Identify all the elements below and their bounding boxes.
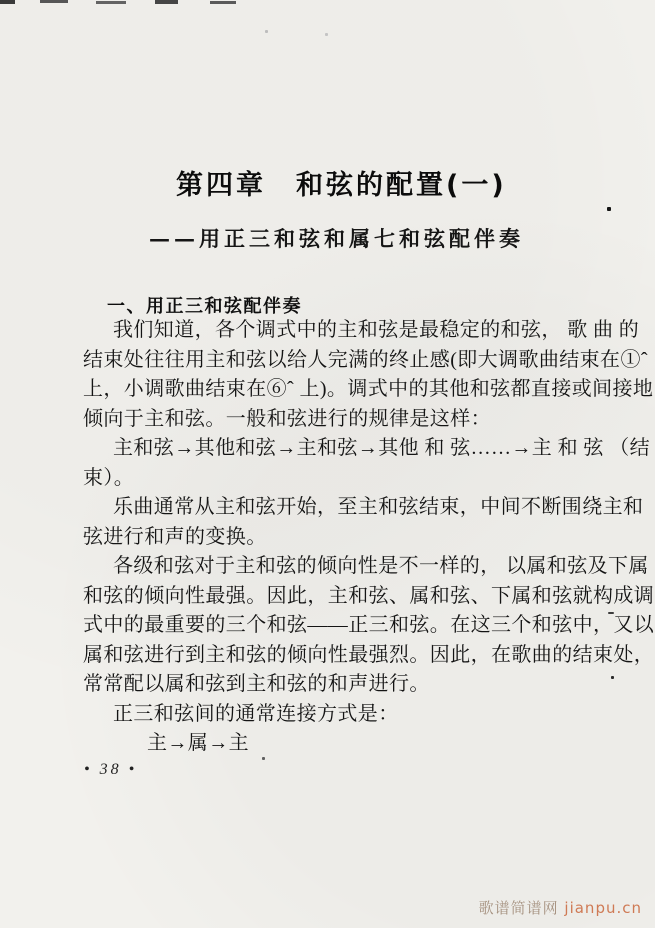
scan-artifact-speck bbox=[607, 207, 611, 211]
scan-artifact-dash bbox=[210, 1, 236, 4]
body-line: 弦进行和声的变换。 bbox=[83, 525, 267, 548]
body-line: 乐曲通常从主和弦开始，至主和弦结束，中间不断围绕主和 bbox=[113, 496, 644, 518]
scan-artifact-dash bbox=[155, 0, 178, 4]
body-line: 倾向于主和弦。一般和弦进行的规律是这样： bbox=[83, 407, 491, 430]
watermark bbox=[479, 897, 642, 918]
scan-artifact-speck bbox=[611, 676, 614, 679]
watermark-site-url: jianpu.cn bbox=[564, 899, 642, 917]
body-line: 正三和弦间的通常连接方式是： bbox=[113, 702, 399, 725]
scan-artifact-speck bbox=[265, 30, 268, 33]
section-heading: 一、用正三和弦配伴奏 bbox=[107, 296, 302, 317]
scan-artifact-speck bbox=[325, 33, 328, 36]
body-line: 束）。 bbox=[83, 466, 135, 489]
body-line: 常常配以属和弦到主和弦的和声进行。 bbox=[83, 673, 430, 695]
scan-artifact-dash bbox=[40, 0, 68, 3]
body-line: 结束处往往用主和弦以给人完满的终止感(即大调歌曲结束在①ˆ bbox=[83, 348, 648, 371]
body-line: 我们知道，各个调式中的主和弦是最稳定的和弦， 歌 曲 的 bbox=[113, 319, 640, 341]
chapter-title: 第四章 和弦的配置(一) bbox=[176, 170, 507, 201]
body-text-block bbox=[83, 316, 655, 759]
body-line: 各级和弦对于主和弦的倾向性是不一样的， 以属和弦及下属 bbox=[113, 555, 649, 577]
body-line: 上，小调歌曲结束在⑥ˆ 上)。调式中的其他和弦都直接或间接地 bbox=[83, 378, 654, 400]
scan-artifact-dash bbox=[0, 0, 15, 4]
body-line: 和弦的倾向性最强。因此，主和弦、属和弦、下属和弦就构成调 bbox=[83, 584, 655, 607]
chord-progression-line: 主和弦→其他和弦→主和弦→其他 和 弦……→主 和 弦 （结 bbox=[113, 437, 650, 459]
chord-formula-line: 主→属→主 bbox=[147, 732, 249, 754]
scan-artifact-dash bbox=[96, 1, 126, 4]
watermark-site-name: 歌谱简谱网 bbox=[478, 899, 559, 917]
page-number: • 38 • bbox=[84, 761, 138, 778]
chapter-subtitle: ——用正三和弦和属七和弦配伴奏 bbox=[149, 226, 524, 251]
body-line: 式中的最重要的三个和弦——正三和弦。在这三个和弦中，又以 bbox=[83, 614, 655, 636]
body-line: 属和弦进行到主和弦的倾向性最强烈。因此，在歌曲的结束处， bbox=[83, 643, 655, 666]
